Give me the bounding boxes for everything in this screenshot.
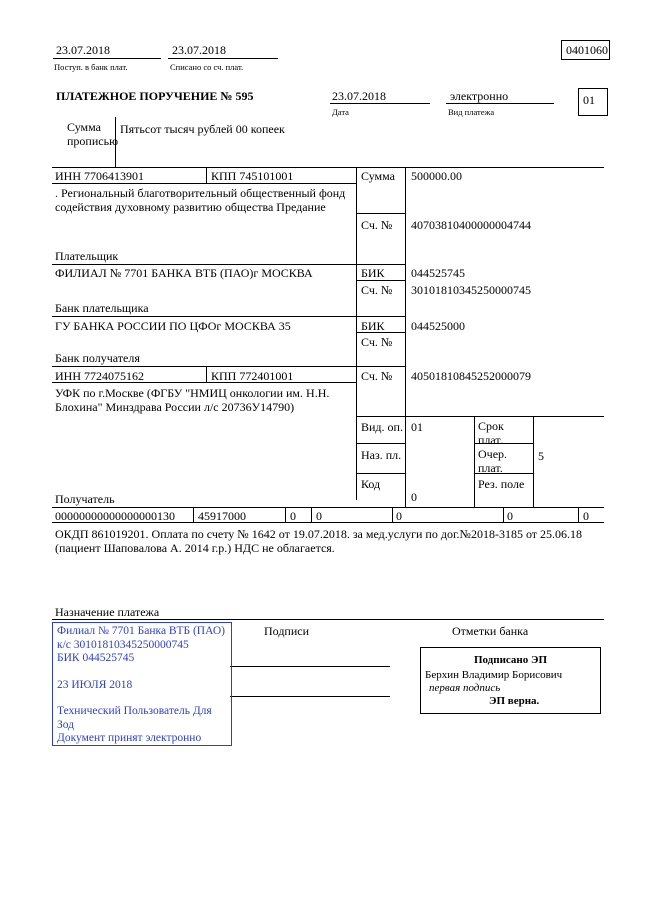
vid-op-value: 01: [411, 420, 423, 434]
naz-pl-label: Наз. пл.: [361, 448, 402, 462]
payer-bank-name: ФИЛИАЛ № 7701 БАНКА ВТБ (ПАО)г МОСКВА: [55, 266, 313, 280]
payee-label: Получатель: [55, 492, 115, 506]
debited-label: Списано со сч. плат.: [170, 62, 244, 72]
rez-label: Рез. поле: [478, 477, 525, 491]
stamp-corr-account: к/с 30101810345250000745: [57, 638, 189, 651]
payee-inn: ИНН 7724075162: [55, 369, 144, 383]
payer-bank-account: 30101810345250000745: [411, 283, 531, 297]
payer-label: Плательщик: [55, 249, 119, 263]
vid-op-label: Вид. оп.: [361, 420, 403, 434]
payee-account-label: Сч. №: [361, 369, 393, 383]
tax-field-period: 0: [316, 509, 322, 523]
payee-bank-label: Банк получателя: [55, 351, 140, 365]
tax-field-basis: 0: [290, 509, 296, 523]
kod-label: Код: [361, 477, 381, 491]
bank-marks-label: Отметки банка: [452, 624, 529, 638]
debited-date: 23.07.2018: [172, 43, 226, 57]
payer-account: 40703810400000004744: [411, 218, 531, 232]
purpose-label: Назначение платежа: [55, 605, 160, 619]
stamp-accepted: Документ принят электронно: [57, 732, 202, 744]
payer-name: . Региональный благотворительный общественный фонд содействия духовному развитию общества Предание: [55, 186, 346, 214]
tax-field-kbk: 00000000000000000130: [55, 509, 175, 523]
sum-label: Сумма: [361, 169, 395, 183]
payer-inn: ИНН 7706413901: [55, 169, 144, 183]
payer-bank-account-label: Сч. №: [361, 283, 393, 297]
ocher-label: Очер. плат.: [478, 447, 508, 475]
stamp-bik: БИК 044525745: [57, 652, 135, 664]
bank-stamp: [52, 622, 232, 746]
payee-bank-account-label: Сч. №: [361, 335, 393, 349]
payee-bank-name: ГУ БАНКА РОССИИ ПО ЦФОг МОСКВА 35: [55, 319, 291, 333]
status-code: 01: [583, 93, 595, 107]
payer-kpp: КПП 745101001: [211, 169, 294, 183]
order-date: 23.07.2018: [332, 89, 386, 103]
esig-role: первая подпись: [429, 682, 501, 694]
amount-words: Пятьсот тысяч рублей 00 копеек: [120, 122, 285, 136]
stamp-date: 23 ИЮЛЯ 2018: [57, 678, 133, 691]
esig-title: Подписано ЭП: [473, 654, 548, 666]
tax-field-oktmo: 45917000: [198, 509, 246, 523]
received-date: 23.07.2018: [56, 43, 110, 57]
payee-bank-bik-label: БИК: [361, 319, 385, 333]
srok-label: Срок плат.: [478, 419, 504, 447]
payment-type-label: Вид платежа: [448, 107, 495, 117]
esig-signer: Берхин Владимир Борисович: [425, 669, 563, 681]
payment-type: электронно: [450, 89, 509, 103]
tax-field-doc-number: 0: [396, 509, 402, 523]
stamp-user: Технический Пользователь Для Зод: [57, 705, 212, 731]
sum-value: 500000.00: [411, 169, 462, 183]
stamp-bank-name: Филиал № 7701 Банка ВТБ (ПАО): [57, 625, 225, 637]
ocher-value: 5: [538, 449, 544, 463]
tax-field-type: 0: [583, 509, 589, 523]
payment-purpose: ОКДП 861019201. Оплата по счету № 1642 от 19.07.2018. за мед.услуги по дог.№2018-3185 от 25.06.18 (пациент Шаповалова А. 2014 г.р.) НДС не облагается.: [55, 527, 583, 555]
payee-account: 40501810845252000079: [411, 369, 531, 383]
e-signature-box: [420, 647, 601, 714]
tax-field-doc-date: 0: [507, 509, 513, 523]
form-code: 0401060: [566, 43, 608, 57]
order-date-label: Дата: [332, 107, 349, 117]
payer-bank-bik: 044525745: [411, 266, 465, 280]
received-label: Поступ. в банк плат.: [54, 62, 128, 72]
document-title: ПЛАТЕЖНОЕ ПОРУЧЕНИЕ № 595: [56, 89, 254, 103]
payee-name: УФК по г.Москве (ФГБУ "НМИЦ онкологии им. Н.Н. Блохина" Минздрава России л/с 20736У14790): [55, 386, 330, 414]
kod-value: 0: [411, 490, 417, 504]
payee-kpp: КПП 772401001: [211, 369, 294, 383]
payer-bank-bik-label: БИК: [361, 266, 385, 280]
payer-bank-label: Банк плательщика: [55, 301, 149, 315]
esig-verified: ЭП верна.: [489, 695, 540, 707]
signatures-label: Подписи: [264, 624, 310, 638]
amount-words-label: Сумма прописью: [67, 120, 119, 148]
payee-bank-bik: 044525000: [411, 319, 465, 333]
payer-account-label: Сч. №: [361, 218, 393, 232]
